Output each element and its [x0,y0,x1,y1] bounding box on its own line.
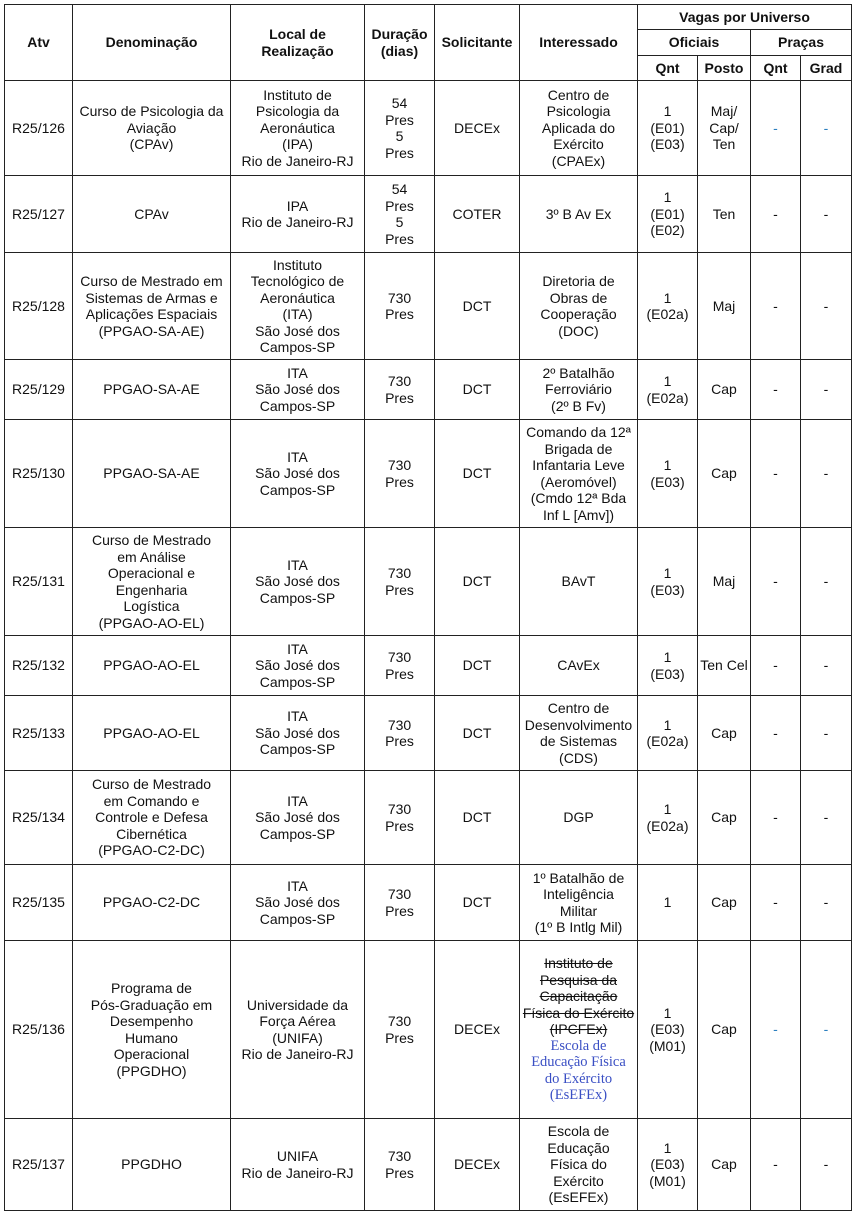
cell-solicitante: DCT [435,420,520,528]
table-row [5,636,852,696]
cell-interessado [520,941,638,1119]
cell-qnt: 1 (E03) (M01) [638,1119,698,1211]
table-row [5,865,852,941]
cell-pracas-qnt: - [751,1119,801,1211]
cell-duracao: 730 Pres [365,1119,435,1211]
cell-atv: R25/132 [5,636,73,696]
cell-duracao: 54 Pres 5 Pres [365,176,435,253]
cell-atv: R25/127 [5,176,73,253]
cell-duracao: 730 Pres [365,941,435,1119]
cell-duracao: 54 Pres 5 Pres [365,81,435,176]
cell-solicitante: DECEx [435,81,520,176]
table-row [5,420,852,528]
cell-denominacao: PPGAO-C2-DC [73,865,231,941]
table-row [5,1119,852,1211]
cell-duracao: 730 Pres [365,865,435,941]
header-qnt-pracas: Qnt [751,56,801,81]
cell-solicitante: DCT [435,528,520,636]
cell-local: Instituto Tecnológico de Aeronáutica (ITA) São José dos Campos-SP [231,253,365,360]
header-local: Local de Realização [231,5,365,81]
cell-local: ITA São José dos Campos-SP [231,420,365,528]
cell-solicitante: COTER [435,176,520,253]
cell-local: ITA São José dos Campos-SP [231,771,365,865]
cell-solicitante: DECEx [435,1119,520,1211]
cell-pracas-qnt: - [751,360,801,420]
cell-qnt: 1 (E02a) [638,253,698,360]
cell-pracas-grad: - [801,636,852,696]
cell-local: ITA São José dos Campos-SP [231,636,365,696]
cell-solicitante: DCT [435,636,520,696]
cell-qnt: 1 (E02a) [638,696,698,771]
cell-qnt: 1 (E03) [638,420,698,528]
cell-duracao: 730 Pres [365,696,435,771]
table-row [5,81,852,176]
cell-denominacao: Programa de Pós-Graduação em Desempenho Humano Operacional (PPGDHO) [73,941,231,1119]
cell-local: Universidade da Força Aérea (UNIFA) Rio de Janeiro-RJ [231,941,365,1119]
header-vagas: Vagas por Universo [638,5,852,30]
cell-pracas-grad: - [801,528,852,636]
cell-atv: R25/129 [5,360,73,420]
cell-local: ITA São José dos Campos-SP [231,528,365,636]
cell-pracas-qnt: - [751,636,801,696]
cell-pracas-grad: - [801,360,852,420]
cell-interessado: CAvEx [520,636,638,696]
cell-posto: Maj/ Cap/ Ten [698,81,751,176]
cell-duracao: 730 Pres [365,528,435,636]
header-solicitante: Solicitante [435,5,520,81]
cell-solicitante: DECEx [435,941,520,1119]
cell-pracas-grad: - [801,696,852,771]
cell-interessado: Centro de Psicologia Aplicada do Exército (CPAEx) [520,81,638,176]
cell-local: ITA São José dos Campos-SP [231,696,365,771]
cell-pracas-grad: - [801,420,852,528]
cell-qnt: 1 (E03) [638,636,698,696]
interessado-struck-text: Instituto de Pesquisa da Capacitação Física do Exército (IPCFEx) [522,955,635,1038]
cell-qnt: 1 (E01) (E03) [638,81,698,176]
table-row [5,176,852,253]
cell-pracas-qnt: - [751,176,801,253]
cell-solicitante: DCT [435,253,520,360]
cell-solicitante: DCT [435,771,520,865]
cell-local: IPA Rio de Janeiro-RJ [231,176,365,253]
cell-pracas-grad: - [801,253,852,360]
cell-pracas-grad: - [801,771,852,865]
cell-denominacao: Curso de Mestrado em Análise Operacional e Engenharia Logística (PPGAO-AO-EL) [73,528,231,636]
cell-posto: Maj [698,528,751,636]
cell-qnt: 1 (E03) [638,528,698,636]
cell-pracas-grad: - [801,865,852,941]
cell-qnt: 1 (E01) (E02) [638,176,698,253]
cell-posto: Cap [698,1119,751,1211]
cell-atv: R25/134 [5,771,73,865]
interessado-new-text: Escola de Educação Física do Exército (EsEFEx) [531,1037,626,1104]
cell-interessado: 3º B Av Ex [520,176,638,253]
cell-atv: R25/128 [5,253,73,360]
cell-pracas-qnt: - [751,771,801,865]
cell-atv: R25/135 [5,865,73,941]
table-row [5,696,852,771]
cell-pracas-qnt: - [751,696,801,771]
cell-atv: R25/130 [5,420,73,528]
cell-denominacao: PPGAO-SA-AE [73,420,231,528]
header-interessado: Interessado [520,5,638,81]
cell-local: ITA São José dos Campos-SP [231,360,365,420]
cell-posto: Maj [698,253,751,360]
cell-atv: R25/126 [5,81,73,176]
cell-duracao: 730 Pres [365,420,435,528]
cell-local: UNIFA Rio de Janeiro-RJ [231,1119,365,1211]
cell-local: ITA São José dos Campos-SP [231,865,365,941]
cell-atv: R25/133 [5,696,73,771]
cell-atv: R25/131 [5,528,73,636]
cell-duracao: 730 Pres [365,360,435,420]
cell-interessado: Escola de Educação Física do Exército (EsEFEx) [520,1119,638,1211]
cell-posto: Cap [698,865,751,941]
cell-denominacao: PPGAO-AO-EL [73,636,231,696]
cell-pracas-qnt: - [751,81,801,176]
cell-interessado: 2º Batalhão Ferroviário (2º B Fv) [520,360,638,420]
cell-posto: Cap [698,771,751,865]
cell-qnt: 1 (E02a) [638,771,698,865]
cell-atv: R25/136 [5,941,73,1119]
cell-pracas-qnt: - [751,528,801,636]
cell-posto: Cap [698,941,751,1119]
cell-posto: Cap [698,360,751,420]
cell-interessado: Comando da 12ª Brigada de Infantaria Leve (Aeromóvel) (Cmdo 12ª Bda Inf L [Amv]) [520,420,638,528]
cell-duracao: 730 Pres [365,636,435,696]
header-posto: Posto [698,56,751,81]
header-oficiais: Oficiais [638,30,751,56]
cell-denominacao: Curso de Psicologia da Aviação (CPAv) [73,81,231,176]
header-grad: Grad [801,56,852,81]
cell-solicitante: DCT [435,865,520,941]
table-row [5,941,852,1119]
header-pracas: Praças [751,30,852,56]
header-denominacao: Denominação [73,5,231,81]
cell-local: Instituto de Psicologia da Aeronáutica (IPA) Rio de Janeiro-RJ [231,81,365,176]
header-atv: Atv [5,5,73,81]
cell-pracas-grad: - [801,1119,852,1211]
table-row [5,360,852,420]
cell-interessado: 1º Batalhão de Inteligência Militar (1º B Intlg Mil) [520,865,638,941]
cell-interessado: Centro de Desenvolvimento de Sistemas (CDS) [520,696,638,771]
cell-atv: R25/137 [5,1119,73,1211]
cell-pracas-qnt: - [751,941,801,1119]
cell-solicitante: DCT [435,360,520,420]
header-qnt-oficiais: Qnt [638,56,698,81]
table-row [5,253,852,360]
cell-duracao: 730 Pres [365,771,435,865]
cell-denominacao: CPAv [73,176,231,253]
cell-pracas-qnt: - [751,865,801,941]
cell-qnt: 1 (E03) (M01) [638,941,698,1119]
cell-posto: Ten Cel [698,636,751,696]
header-duracao: Duração (dias) [365,5,435,81]
cell-denominacao: Curso de Mestrado em Comando e Controle e Defesa Cibernética (PPGAO-C2-DC) [73,771,231,865]
courses-table [4,4,852,1211]
cell-pracas-grad: - [801,176,852,253]
table-row [5,528,852,636]
cell-denominacao: Curso de Mestrado em Sistemas de Armas e Aplicações Espaciais (PPGAO-SA-AE) [73,253,231,360]
table-row [5,771,852,865]
cell-pracas-qnt: - [751,253,801,360]
cell-interessado: BAvT [520,528,638,636]
cell-interessado: Diretoria de Obras de Cooperação (DOC) [520,253,638,360]
cell-interessado: DGP [520,771,638,865]
cell-denominacao: PPGDHO [73,1119,231,1211]
cell-pracas-grad: - [801,941,852,1119]
cell-posto: Ten [698,176,751,253]
cell-solicitante: DCT [435,696,520,771]
cell-pracas-grad: - [801,81,852,176]
cell-duracao: 730 Pres [365,253,435,360]
cell-posto: Cap [698,420,751,528]
cell-posto: Cap [698,696,751,771]
cell-qnt: 1 (E02a) [638,360,698,420]
cell-denominacao: PPGAO-SA-AE [73,360,231,420]
cell-qnt: 1 [638,865,698,941]
cell-denominacao: PPGAO-AO-EL [73,696,231,771]
cell-pracas-qnt: - [751,420,801,528]
